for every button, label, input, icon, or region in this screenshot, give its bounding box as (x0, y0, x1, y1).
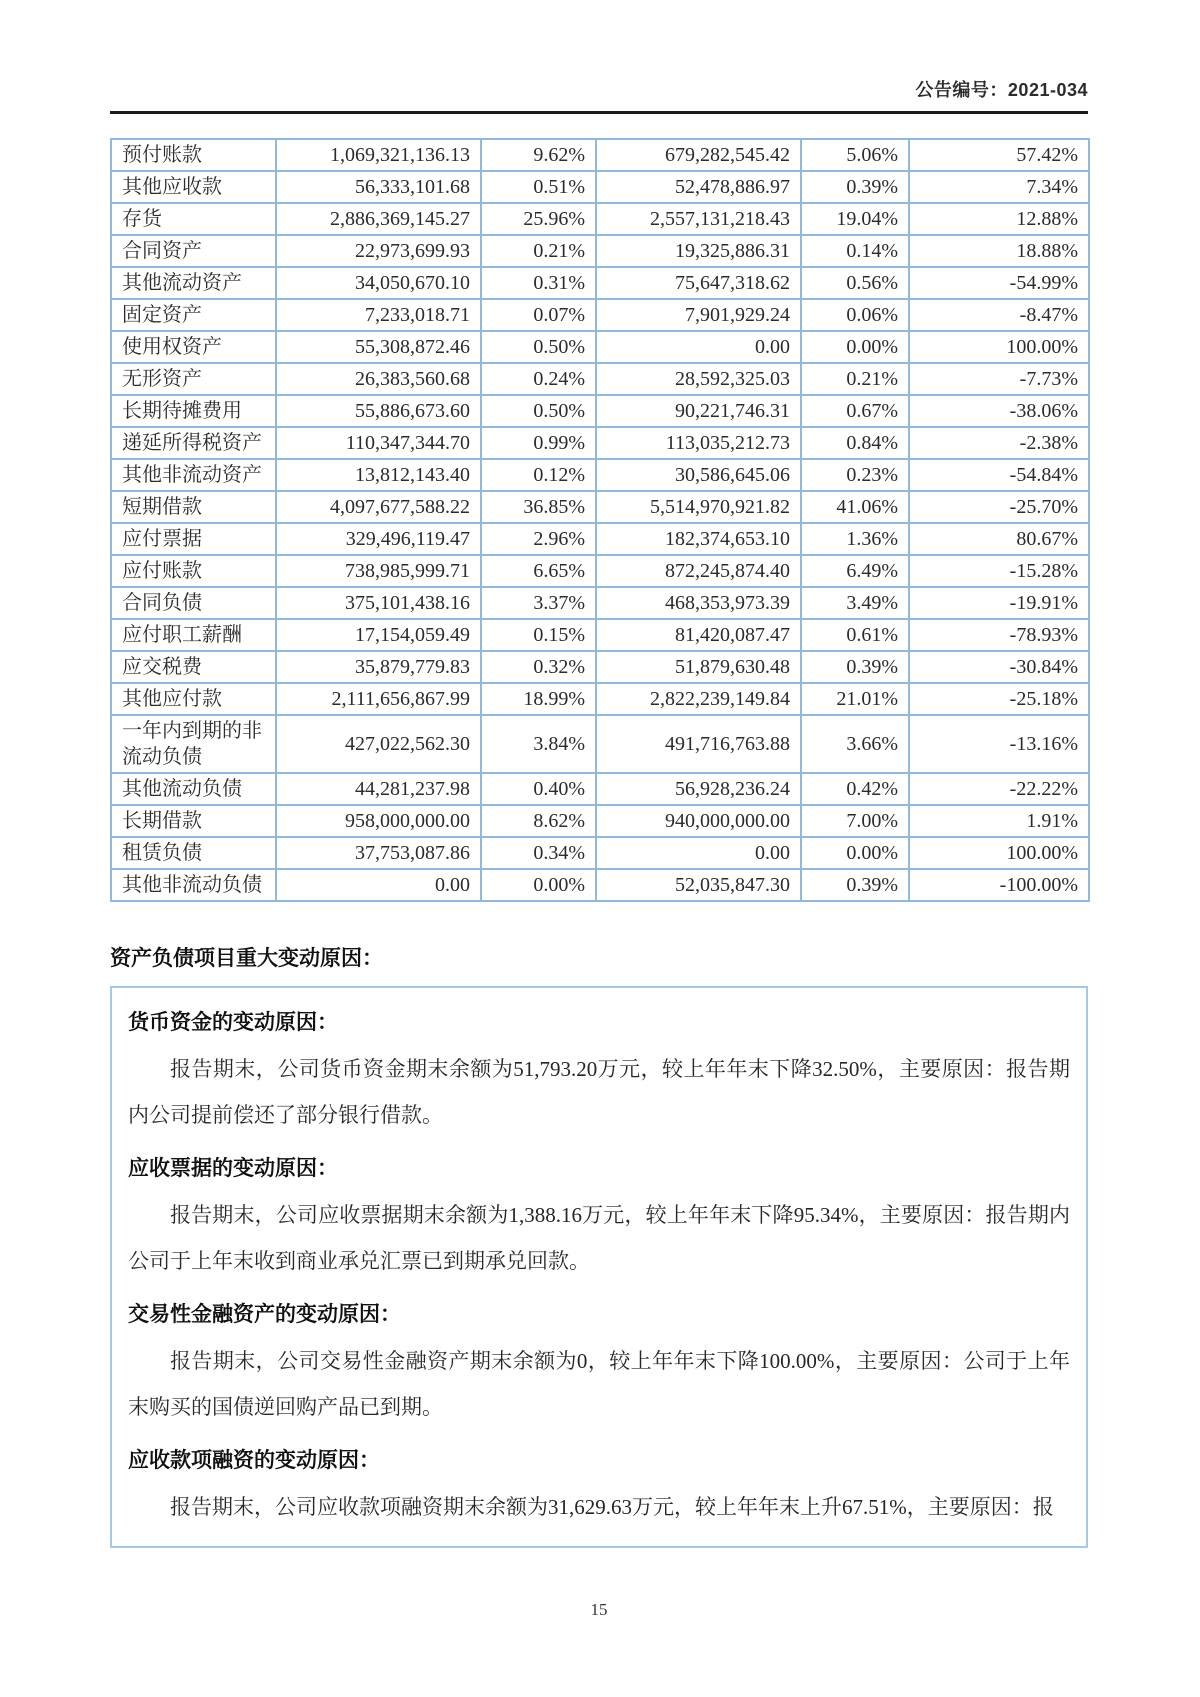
cell-item-name: 无形资产 (111, 363, 276, 395)
table-row (111, 299, 1089, 331)
cell-item-name: 应交税费 (111, 651, 276, 683)
cell-change-pct: -54.99% (909, 267, 1089, 299)
cell-amount-current: 4,097,677,588.22 (276, 491, 481, 523)
table-row (111, 203, 1089, 235)
cell-amount-prior: 468,353,973.39 (596, 587, 801, 619)
cell-amount-prior: 940,000,000.00 (596, 805, 801, 837)
cell-item-name: 租赁负债 (111, 837, 276, 869)
cell-pct-current: 0.12% (481, 459, 596, 491)
table-row (111, 523, 1089, 555)
cell-pct-prior: 0.14% (801, 235, 909, 267)
cell-amount-prior: 0.00 (596, 331, 801, 363)
cell-amount-current: 375,101,438.16 (276, 587, 481, 619)
balance-sheet-table (110, 138, 1090, 902)
cell-pct-current: 0.50% (481, 395, 596, 427)
cell-change-pct: 1.91% (909, 805, 1089, 837)
section-title: 资产负债项目重大变动原因： (110, 947, 383, 970)
cell-item-name: 存货 (111, 203, 276, 235)
cell-amount-current: 427,022,562.30 (276, 715, 481, 773)
table-row (111, 773, 1089, 805)
cell-amount-prior: 56,928,236.24 (596, 773, 801, 805)
cell-pct-current: 0.32% (481, 651, 596, 683)
cell-amount-current: 35,879,779.83 (276, 651, 481, 683)
cell-change-pct: -19.91% (909, 587, 1089, 619)
cell-amount-current: 2,886,369,145.27 (276, 203, 481, 235)
cell-pct-current: 3.84% (481, 715, 596, 773)
cell-item-name: 其他应付款 (111, 683, 276, 715)
cell-pct-prior: 0.39% (801, 869, 909, 901)
cell-pct-prior: 21.01% (801, 683, 909, 715)
table-row (111, 427, 1089, 459)
cell-pct-current: 36.85% (481, 491, 596, 523)
cell-amount-current: 17,154,059.49 (276, 619, 481, 651)
cell-pct-prior: 3.49% (801, 587, 909, 619)
cell-item-name: 合同资产 (111, 235, 276, 267)
cell-amount-prior: 28,592,325.03 (596, 363, 801, 395)
cell-pct-prior: 6.49% (801, 555, 909, 587)
cell-amount-prior: 491,716,763.88 (596, 715, 801, 773)
cell-amount-current: 37,753,087.86 (276, 837, 481, 869)
cell-item-name: 长期借款 (111, 805, 276, 837)
cell-change-pct: 57.42% (909, 139, 1089, 171)
cell-amount-current: 329,496,119.47 (276, 523, 481, 555)
cell-amount-current: 0.00 (276, 869, 481, 901)
cell-change-pct: 18.88% (909, 235, 1089, 267)
cell-change-pct: -15.28% (909, 555, 1089, 587)
table-row (111, 619, 1089, 651)
cell-pct-current: 3.37% (481, 587, 596, 619)
cell-change-pct: -13.16% (909, 715, 1089, 773)
table-row (111, 683, 1089, 715)
cell-amount-current: 34,050,670.10 (276, 267, 481, 299)
cell-pct-current: 0.40% (481, 773, 596, 805)
cell-pct-current: 0.07% (481, 299, 596, 331)
cell-pct-current: 0.24% (481, 363, 596, 395)
table-row (111, 805, 1089, 837)
cell-pct-prior: 0.42% (801, 773, 909, 805)
table-row (111, 267, 1089, 299)
cell-change-pct: -8.47% (909, 299, 1089, 331)
cell-amount-prior: 2,822,239,149.84 (596, 683, 801, 715)
cell-change-pct: -2.38% (909, 427, 1089, 459)
cell-amount-current: 56,333,101.68 (276, 171, 481, 203)
cell-pct-current: 0.51% (481, 171, 596, 203)
cell-pct-prior: 41.06% (801, 491, 909, 523)
cell-pct-current: 9.62% (481, 139, 596, 171)
reason-paragraph: 报告期末，公司应收票据期末余额为1,388.16万元，较上年年末下降95.34%，主要原因：报告期内公司于上年末收到商业承兑汇票已到期承兑回款。 (128, 1203, 1070, 1273)
cell-amount-prior: 0.00 (596, 837, 801, 869)
cell-amount-current: 55,308,872.46 (276, 331, 481, 363)
cell-item-name: 其他应收款 (111, 171, 276, 203)
table-row (111, 491, 1089, 523)
cell-change-pct: 100.00% (909, 837, 1089, 869)
cell-pct-current: 0.21% (481, 235, 596, 267)
cell-pct-prior: 1.36% (801, 523, 909, 555)
cell-amount-current: 22,973,699.93 (276, 235, 481, 267)
cell-amount-current: 738,985,999.71 (276, 555, 481, 587)
cell-amount-prior: 30,586,645.06 (596, 459, 801, 491)
cell-change-pct: -54.84% (909, 459, 1089, 491)
table-row (111, 139, 1089, 171)
cell-item-name: 其他流动负债 (111, 773, 276, 805)
cell-amount-prior: 81,420,087.47 (596, 619, 801, 651)
table-row (111, 171, 1089, 203)
cell-item-name: 应付票据 (111, 523, 276, 555)
cell-change-pct: -25.70% (909, 491, 1089, 523)
cell-pct-prior: 0.61% (801, 619, 909, 651)
cell-pct-prior: 0.84% (801, 427, 909, 459)
cell-pct-current: 0.50% (481, 331, 596, 363)
cell-amount-prior: 872,245,874.40 (596, 555, 801, 587)
cell-amount-current: 7,233,018.71 (276, 299, 481, 331)
cell-change-pct: -38.06% (909, 395, 1089, 427)
cell-change-pct: -78.93% (909, 619, 1089, 651)
cell-change-pct: -7.73% (909, 363, 1089, 395)
cell-amount-prior: 52,035,847.30 (596, 869, 801, 901)
table-row (111, 235, 1089, 267)
cell-item-name: 一年内到期的非流动负债 (111, 715, 276, 773)
cell-change-pct: -25.18% (909, 683, 1089, 715)
cell-item-name: 使用权资产 (111, 331, 276, 363)
cell-change-pct: -22.22% (909, 773, 1089, 805)
cell-pct-prior: 0.56% (801, 267, 909, 299)
cell-pct-current: 2.96% (481, 523, 596, 555)
cell-amount-current: 110,347,344.70 (276, 427, 481, 459)
cell-amount-prior: 19,325,886.31 (596, 235, 801, 267)
cell-amount-current: 26,383,560.68 (276, 363, 481, 395)
table-row (111, 331, 1089, 363)
cell-item-name: 应付职工薪酬 (111, 619, 276, 651)
cell-item-name: 其他非流动资产 (111, 459, 276, 491)
balance-table-body (111, 139, 1089, 901)
cell-change-pct: 12.88% (909, 203, 1089, 235)
cell-pct-prior: 0.39% (801, 651, 909, 683)
reasons-box (110, 986, 1088, 1548)
table-row (111, 395, 1089, 427)
cell-item-name: 递延所得税资产 (111, 427, 276, 459)
cell-amount-prior: 113,035,212.73 (596, 427, 801, 459)
cell-pct-prior: 19.04% (801, 203, 909, 235)
cell-amount-prior: 51,879,630.48 (596, 651, 801, 683)
announcement-number: 公告编号：2021-034 (915, 80, 1088, 100)
cell-pct-prior: 3.66% (801, 715, 909, 773)
table-row (111, 651, 1089, 683)
cell-amount-prior: 52,478,886.97 (596, 171, 801, 203)
cell-pct-prior: 0.23% (801, 459, 909, 491)
cell-pct-prior: 7.00% (801, 805, 909, 837)
cell-pct-prior: 0.06% (801, 299, 909, 331)
cell-amount-prior: 7,901,929.24 (596, 299, 801, 331)
cell-change-pct: 100.00% (909, 331, 1089, 363)
cell-item-name: 合同负债 (111, 587, 276, 619)
cell-amount-prior: 5,514,970,921.82 (596, 491, 801, 523)
cell-pct-prior: 5.06% (801, 139, 909, 171)
cell-item-name: 长期待摊费用 (111, 395, 276, 427)
cell-pct-current: 0.31% (481, 267, 596, 299)
cell-pct-current: 25.96% (481, 203, 596, 235)
cell-pct-current: 18.99% (481, 683, 596, 715)
reason-heading: 应收款项融资的变动原因： (128, 1449, 380, 1472)
reason-heading: 应收票据的变动原因： (128, 1157, 338, 1180)
cell-pct-prior: 0.67% (801, 395, 909, 427)
cell-pct-prior: 0.00% (801, 837, 909, 869)
reason-paragraph: 报告期末，公司货币资金期末余额为51,793.20万元，较上年年末下降32.50%，主要原因：报告期内公司提前偿还了部分银行借款。 (128, 1057, 1070, 1127)
cell-amount-prior: 90,221,746.31 (596, 395, 801, 427)
cell-amount-current: 2,111,656,867.99 (276, 683, 481, 715)
cell-amount-prior: 2,557,131,218.43 (596, 203, 801, 235)
cell-change-pct: -100.00% (909, 869, 1089, 901)
reason-paragraph: 报告期末，公司应收款项融资期末余额为31,629.63万元，较上年年末上升67.51%，主要原因：报 (170, 1495, 1054, 1519)
table-row (111, 363, 1089, 395)
cell-pct-current: 0.15% (481, 619, 596, 651)
cell-amount-prior: 75,647,318.62 (596, 267, 801, 299)
cell-item-name: 其他流动资产 (111, 267, 276, 299)
cell-amount-current: 1,069,321,136.13 (276, 139, 481, 171)
cell-amount-current: 44,281,237.98 (276, 773, 481, 805)
header-rule (110, 111, 1088, 114)
table-row (111, 587, 1089, 619)
cell-item-name: 应付账款 (111, 555, 276, 587)
cell-item-name: 预付账款 (111, 139, 276, 171)
cell-pct-current: 0.34% (481, 837, 596, 869)
cell-pct-current: 0.99% (481, 427, 596, 459)
table-row (111, 837, 1089, 869)
cell-amount-current: 13,812,143.40 (276, 459, 481, 491)
cell-change-pct: 7.34% (909, 171, 1089, 203)
cell-amount-prior: 182,374,653.10 (596, 523, 801, 555)
table-row (111, 459, 1089, 491)
cell-item-name: 其他非流动负债 (111, 869, 276, 901)
cell-pct-current: 0.00% (481, 869, 596, 901)
cell-item-name: 短期借款 (111, 491, 276, 523)
page-content (110, 0, 1088, 1620)
cell-amount-current: 958,000,000.00 (276, 805, 481, 837)
cell-change-pct: 80.67% (909, 523, 1089, 555)
cell-pct-prior: 0.00% (801, 331, 909, 363)
page-number: 15 (590, 1600, 608, 1619)
reason-heading: 交易性金融资产的变动原因： (128, 1303, 401, 1326)
reason-paragraph: 报告期末，公司交易性金融资产期末余额为0，较上年年末下降100.00%，主要原因：公司于上年末购买的国债逆回购产品已到期。 (128, 1349, 1070, 1419)
cell-item-name: 固定资产 (111, 299, 276, 331)
cell-pct-current: 8.62% (481, 805, 596, 837)
cell-amount-prior: 679,282,545.42 (596, 139, 801, 171)
cell-change-pct: -30.84% (909, 651, 1089, 683)
cell-pct-prior: 0.39% (801, 171, 909, 203)
table-row (111, 715, 1089, 773)
cell-pct-prior: 0.21% (801, 363, 909, 395)
reason-heading: 货币资金的变动原因： (128, 1011, 338, 1034)
cell-amount-current: 55,886,673.60 (276, 395, 481, 427)
table-row (111, 869, 1089, 901)
table-row (111, 555, 1089, 587)
cell-pct-current: 6.65% (481, 555, 596, 587)
